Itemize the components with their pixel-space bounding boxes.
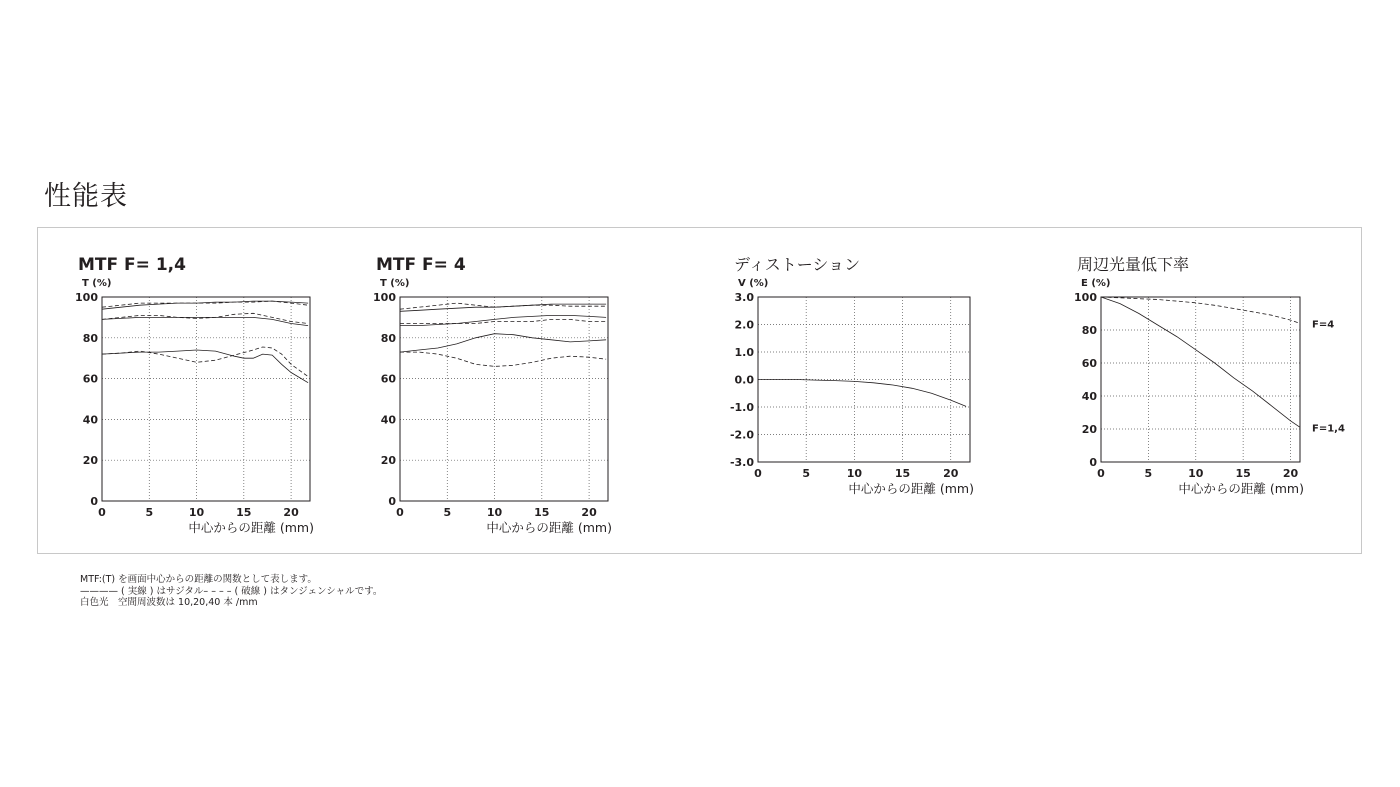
y-tick-label: 100 [75,291,98,304]
x-tick-label: 10 [846,467,863,480]
y-tick-label: 40 [82,413,98,427]
y-axis-label: V (%) [738,278,769,289]
x-axis-label: 中心からの距離 (mm) [188,520,314,535]
footnote-mtf: MTF:(T) を画面中心からの距離の関数として表します。 [80,574,317,585]
y-tick-label: 1.0 [734,346,754,359]
y-tick-label: 100 [1074,291,1097,304]
series-line-4 [400,319,606,323]
x-tick-label: 20 [943,467,959,480]
series-end-label: F=1,4 [1312,423,1345,435]
y-tick-label: 0 [90,495,98,508]
chart-title: MTF F= 4 [376,255,466,275]
x-tick-label: 0 [98,506,106,519]
y-tick-label: 80 [1081,324,1097,337]
vignetting-chart [1074,255,1345,496]
x-tick-label: 15 [1235,467,1251,480]
series-line-5 [102,350,308,383]
y-tick-label: 80 [82,331,98,345]
y-tick-label: 80 [380,331,396,345]
series-line-1 [1101,297,1300,323]
series-line-1 [102,301,308,309]
plot-frame [1101,297,1300,462]
y-tick-label: 40 [380,413,396,427]
x-tick-label: 10 [1188,467,1204,480]
performance-panel [37,227,1362,554]
y-tick-label: -2.0 [729,428,754,442]
page-title: 性能表 [44,181,128,212]
y-tick-label: 100 [373,291,396,304]
y-tick-label: 0 [388,495,396,508]
chart-title: ディストーション [734,255,861,274]
footnote-white-light: 白色光 空間周波数は 10,20,40 本 /mm [80,597,258,608]
chart-title: 周辺光量低下率 [1077,255,1190,274]
x-axis-label: 中心からの距離 (mm) [1178,481,1304,496]
y-tick-label: 60 [1081,357,1097,370]
x-tick-label: 0 [396,506,404,519]
plot-frame [400,297,608,501]
y-tick-label: -1.0 [729,401,754,414]
series-line-6 [102,347,308,377]
y-tick-label: 60 [82,372,98,386]
x-axis-label: 中心からの距離 (mm) [848,481,974,496]
y-tick-label: -3.0 [729,456,754,469]
x-tick-label: 5 [443,506,452,519]
y-tick-label: 40 [1081,390,1097,403]
y-tick-label: 3.0 [734,291,754,304]
series-line-3 [400,315,606,325]
y-tick-label: 0 [1089,456,1097,469]
x-tick-label: 15 [236,506,252,519]
x-tick-label: 5 [1144,467,1153,480]
x-tick-label: 0 [1097,467,1105,480]
distortion-chart [730,255,974,496]
y-tick-label: 60 [380,372,396,386]
x-tick-label: 20 [1282,467,1299,480]
y-tick-label: 20 [1081,423,1097,436]
x-tick-label: 10 [188,506,205,519]
x-tick-label: 5 [145,506,154,519]
x-tick-label: 5 [802,467,811,480]
x-tick-label: 15 [894,467,911,480]
y-tick-label: 0.0 [734,373,754,387]
series-line-6 [400,352,606,366]
series-line-2 [1101,297,1300,427]
x-tick-label: 10 [486,506,503,519]
y-axis-label: E (%) [1081,278,1111,289]
y-tick-label: 20 [380,454,396,468]
plot-frame [102,297,310,501]
mtf-f4-chart [373,255,612,535]
x-tick-label: 20 [581,506,597,519]
chart-title: MTF F= 1,4 [78,255,186,275]
series-line-1 [758,380,966,407]
y-axis-label: T (%) [82,278,112,289]
charts-canvas [38,228,1363,555]
x-tick-label: 0 [754,467,762,480]
series-line-5 [400,334,606,352]
series-end-label: F=4 [1312,319,1335,331]
footnote-line-legend: ———— ( 実線 ) はサジタル– – – – ( 破線 ) はタンジェンシャルです。 [80,585,383,597]
x-tick-label: 15 [534,506,550,519]
x-axis-label: 中心からの距離 (mm) [486,520,612,535]
y-tick-label: 20 [82,454,98,468]
y-tick-label: 2.0 [734,318,754,332]
mtf-f14-chart [75,255,314,535]
footnotes [80,574,382,609]
series-line-1 [400,304,606,311]
y-axis-label: T (%) [380,278,410,289]
series-line-4 [102,313,308,323]
x-tick-label: 20 [283,506,299,519]
